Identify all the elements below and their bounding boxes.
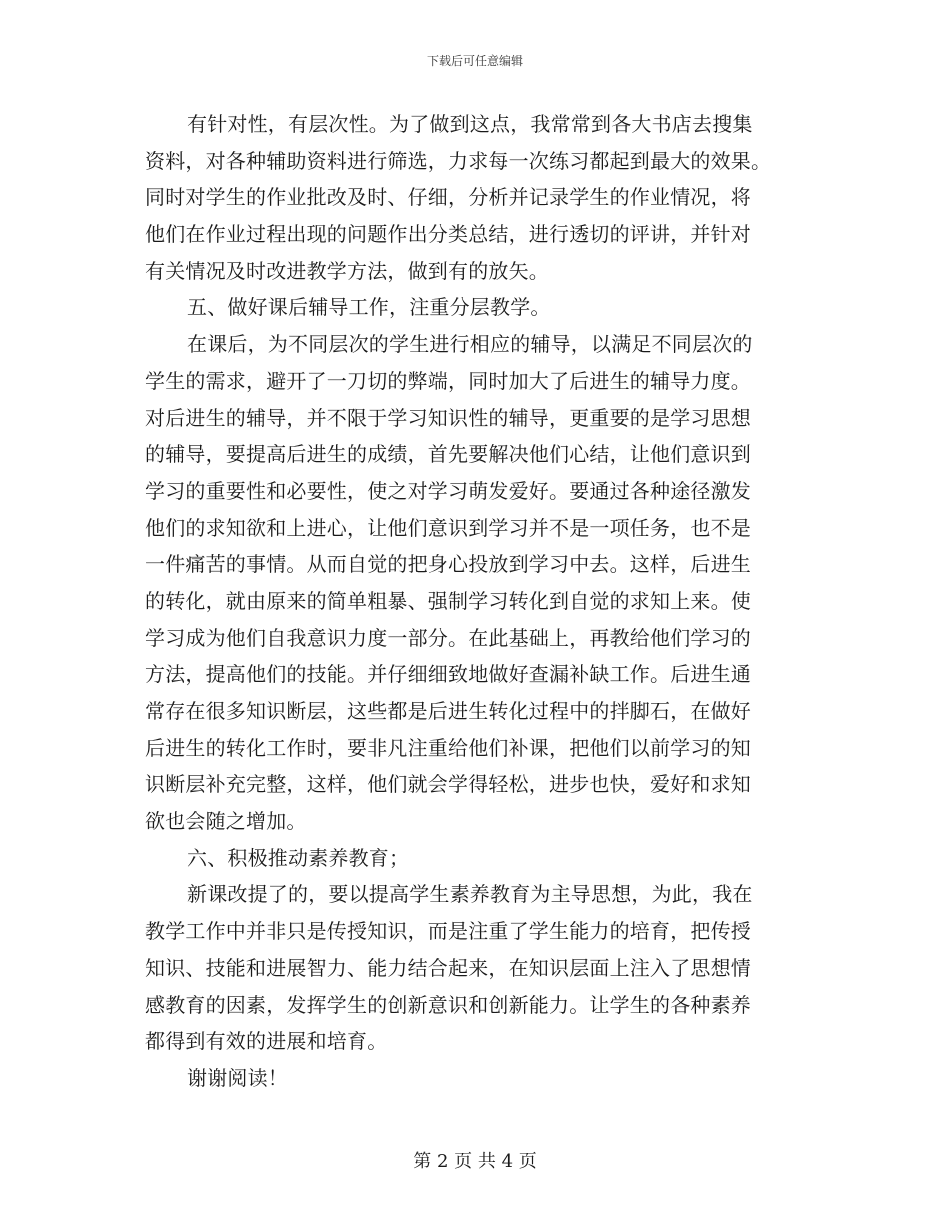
text-line: 教学工作中并非只是传授知识，而是注重了学生能力的培育，把传授	[145, 919, 751, 944]
text-line: 在课后，为不同层次的学生进行相应的辅导，以满足不同层次的	[187, 332, 753, 357]
text-line: 都得到有效的进展和培育。	[145, 1029, 388, 1054]
text-line: 一件痛苦的事情。从而自觉的把身心投放到学习中去。这样，后进生	[145, 552, 751, 577]
text-line: 学习的重要性和必要性，使之对学习萌发爱好。要通过各种途径激发	[145, 478, 751, 503]
text-line: 对后进生的辅导，并不限于学习知识性的辅导，更重要的是学习思想	[145, 405, 751, 430]
text-line: 新课改提了的，要以提高学生素养教育为主导思想，为此，我在	[187, 882, 753, 907]
text-line: 同时对学生的作业批改及时、仔细，分析并记录学生的作业情况，将	[145, 185, 751, 210]
text-line: 后进生的转化工作时，要非凡注重给他们补课，把他们以前学习的知	[145, 735, 751, 760]
page-header: 下载后可任意编辑	[426, 54, 523, 68]
text-line: 资料，对各种辅助资料进行筛选，力求每一次练习都起到最大的效果。	[145, 148, 772, 173]
text-line: 感教育的因素，发挥学生的创新意识和创新能力。让学生的各种素养	[145, 992, 751, 1017]
page-number-footer: 第 2 页 共 4 页	[413, 1151, 537, 1172]
text-line: 方法，提高他们的技能。并仔细细致地做好查漏补缺工作。后进生通	[145, 662, 751, 687]
section-heading-six: 六、积极推动素养教育；	[187, 845, 410, 870]
text-line: 他们的求知欲和上进心，让他们意识到学习并不是一项任务，也不是	[145, 515, 751, 540]
section-heading-five: 五、做好课后辅导工作，注重分层教学。	[187, 295, 551, 320]
text-line: 有关情况及时改进教学方法，做到有的放矢。	[145, 258, 549, 283]
document-body	[145, 106, 810, 1097]
text-line: 欲也会随之增加。	[145, 809, 307, 834]
text-line: 常存在很多知识断层，这些都是后进生转化过程中的拌脚石，在做好	[145, 699, 751, 723]
text-line: 学生的需求，避开了一刀切的弊端，同时加大了后进生的辅导力度。	[145, 368, 751, 393]
text-line: 的转化，就由原来的简单粗暴、强制学习转化到自觉的求知上来。使	[145, 588, 751, 613]
closing-line: 谢谢阅读！	[187, 1065, 288, 1090]
text-line: 学习成为他们自我意识力度一部分。在此基础上，再教给他们学习的	[145, 625, 751, 650]
text-line: 有针对性，有层次性。为了做到这点，我常常到各大书店去搜集	[187, 112, 753, 136]
text-line: 知识、技能和进展智力、能力结合起来，在知识层面上注入了思想情	[145, 955, 751, 980]
text-line: 他们在作业过程出现的问题作出分类总结，进行透切的评讲，并针对	[145, 222, 751, 247]
text-line: 的辅导，要提高后进生的成绩，首先要解决他们心结，让他们意识到	[145, 442, 751, 467]
text-line: 识断层补充完整，这样，他们就会学得轻松，进步也快，爱好和求知	[145, 772, 751, 797]
